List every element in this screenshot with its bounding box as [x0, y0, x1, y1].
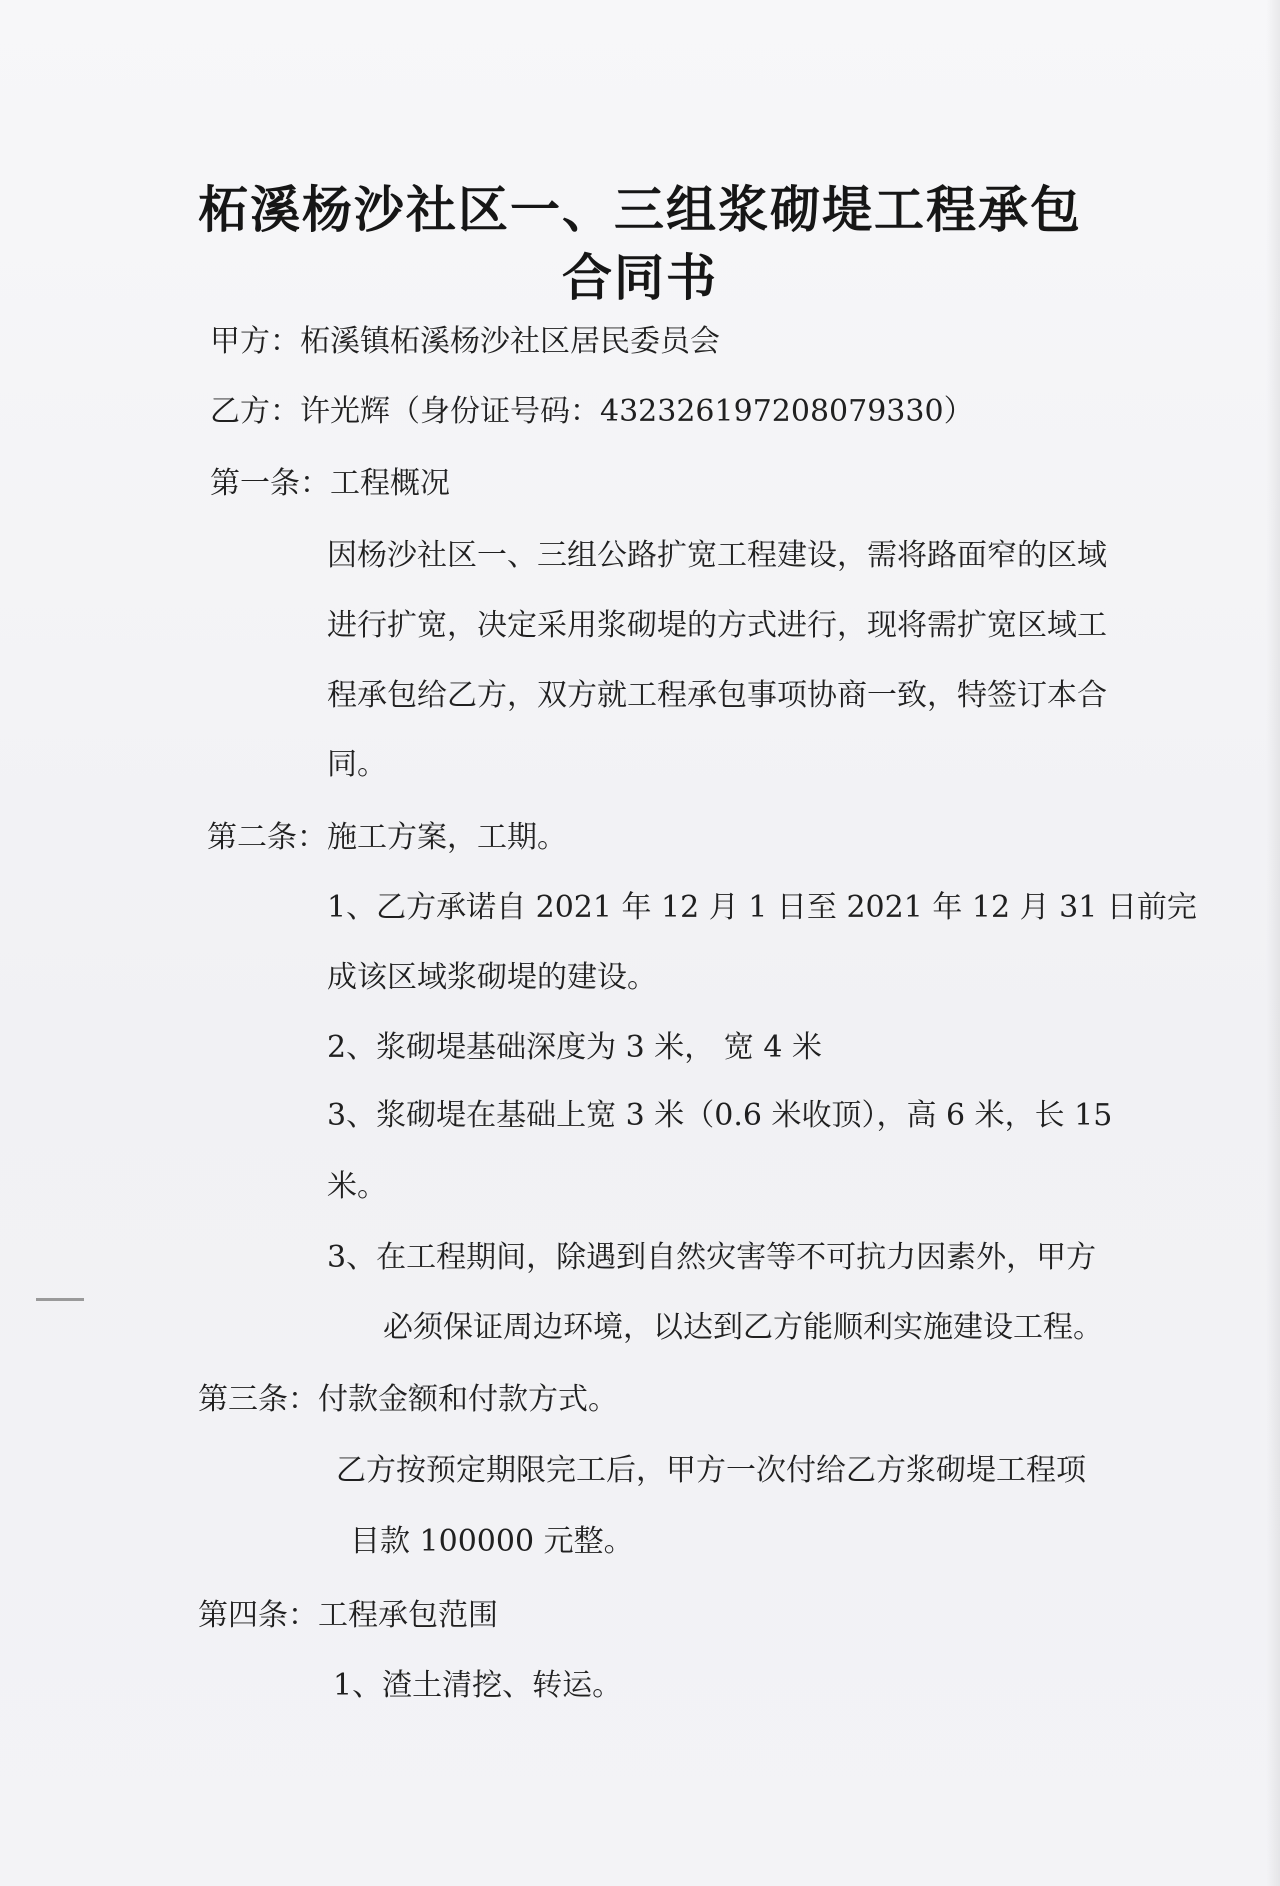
article3-line: 目款 100000 元整。 [350, 1524, 634, 1559]
article1-line: 同。 [327, 747, 387, 782]
document-title-line1: 柘溪杨沙社区一、三组浆砌堤工程承包 [198, 181, 1082, 239]
article3-heading: 第三条：付款金额和付款方式。 [198, 1382, 618, 1417]
margin-mark [36, 1298, 84, 1301]
article2-line: 2、浆砌堤基础深度为 3 米， 宽 4 米 [327, 1030, 822, 1065]
party-a: 甲方：柘溪镇柘溪杨沙社区居民委员会 [210, 324, 720, 359]
article1-heading: 第一条：工程概况 [210, 466, 450, 501]
article2-line: 必须保证周边环境，以达到乙方能顺利实施建设工程。 [383, 1310, 1103, 1345]
article2-line: 米。 [327, 1169, 387, 1204]
article3-line: 乙方按预定期限完工后，甲方一次付给乙方浆砌堤工程项 [336, 1453, 1086, 1488]
article2-line: 3、浆砌堤在基础上宽 3 米（0.6 米收顶），高 6 米，长 15 [327, 1098, 1113, 1133]
article2-heading: 第二条：施工方案，工期。 [207, 820, 567, 855]
article2-line: 1、乙方承诺自 2021 年 12 月 1 日至 2021 年 12 月 31 日前完 [327, 890, 1197, 925]
article1-line: 因杨沙社区一、三组公路扩宽工程建设，需将路面窄的区域 [327, 538, 1107, 573]
document-title-line2: 合同书 [562, 249, 718, 307]
article4-line: 1、渣土清挖、转运。 [333, 1668, 623, 1703]
article1-line: 程承包给乙方，双方就工程承包事项协商一致，特签订本合 [327, 678, 1107, 713]
article1-line: 进行扩宽，决定采用浆砌堤的方式进行，现将需扩宽区域工 [327, 608, 1107, 643]
article4-heading: 第四条：工程承包范围 [198, 1598, 498, 1633]
article2-line: 3、在工程期间，除遇到自然灾害等不可抗力因素外，甲方 [327, 1240, 1097, 1275]
article2-line: 成该区域浆砌堤的建设。 [327, 960, 657, 995]
party-b: 乙方：许光辉（身份证号码：432326197208079330） [210, 394, 974, 429]
